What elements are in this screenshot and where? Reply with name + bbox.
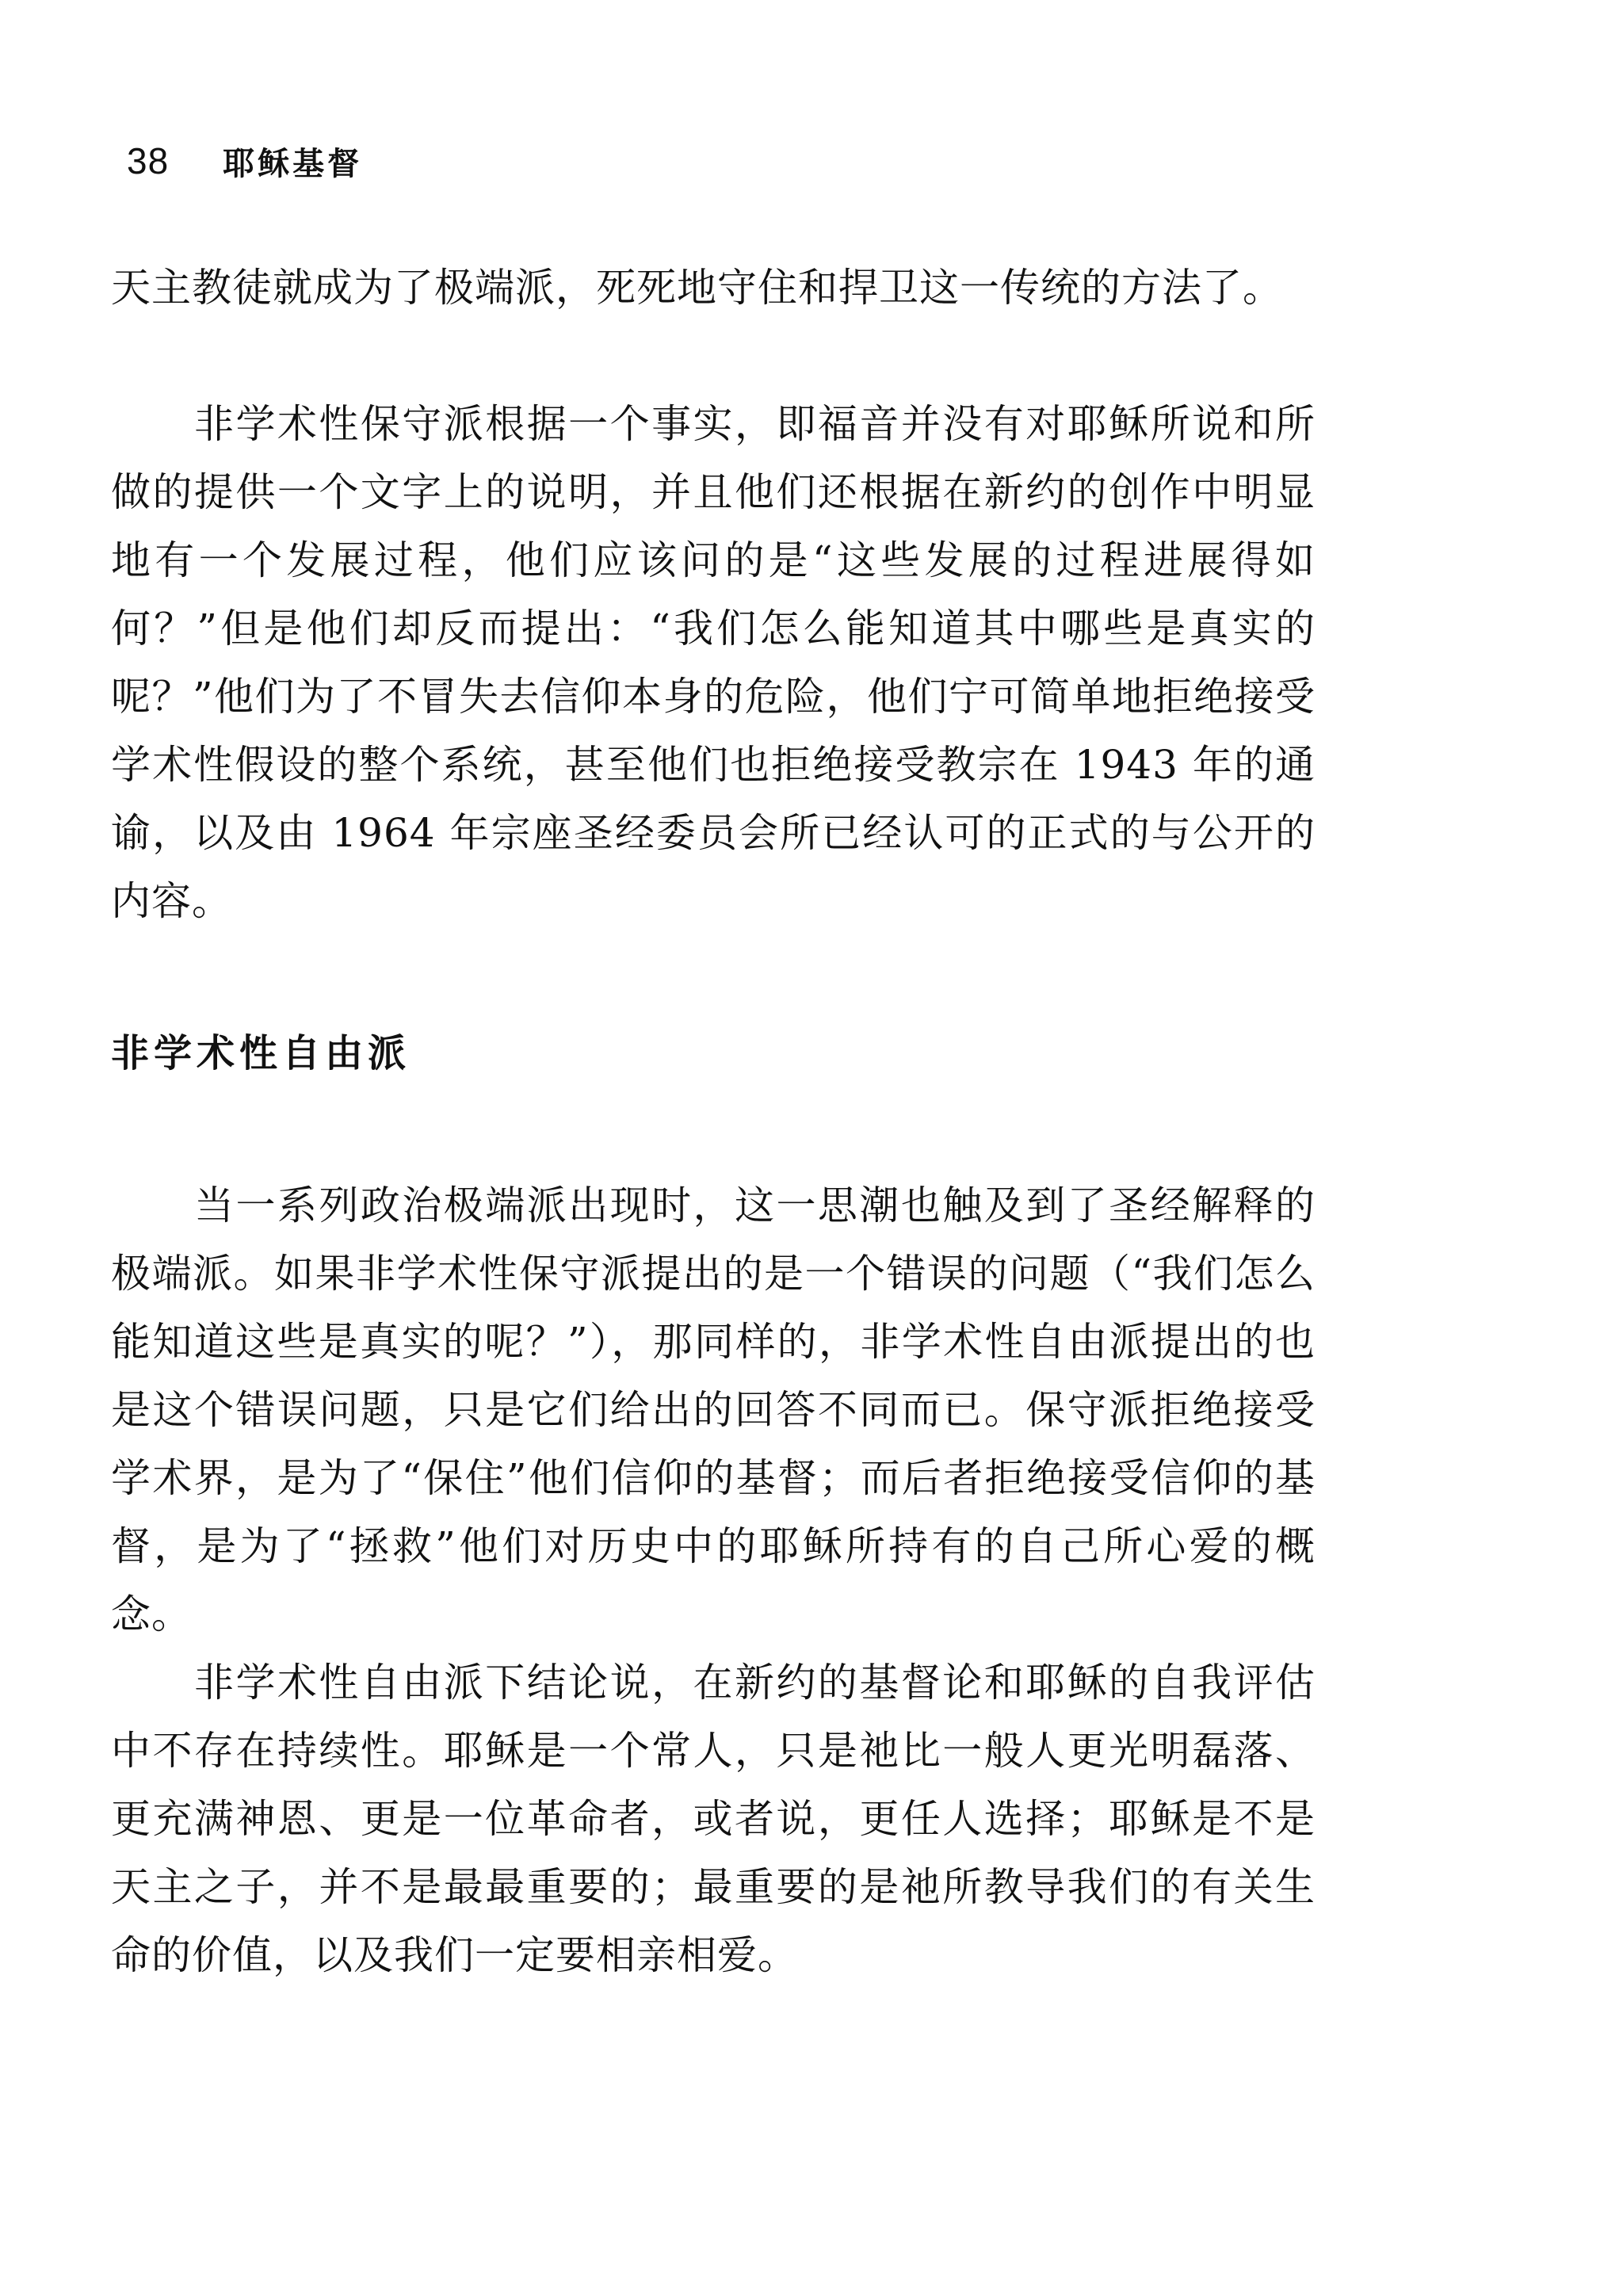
page-number: 38 xyxy=(127,140,170,181)
paragraph-continuation: 天主教徒就成为了极端派，死死地守住和捍卫这一传统的方法了。 xyxy=(111,265,1283,311)
running-header xyxy=(127,133,362,189)
paragraph-liberal-intro: 当一系列政治极端派出现时，这一思潮也触及到了圣经解释的极端派。如果非学术性保守派提出的是一个错误的问题（“我们怎么能知道这些是真实的呢？”），那同样的，非学术性自由派提出的也是这个错误问题，只是它们给出的回答不同而已。保守派拒绝接受学术界，是为了“保住”他们信仰的基督；而后者拒绝接受信仰的基督，是为了“拯救”他们对历史中的耶稣所持有的自己所心爱的概念。 xyxy=(111,1182,1316,1637)
paragraph-liberal-conclusion: 非学术性自由派下结论说，在新约的基督论和耶稣的自我评估中不存在持续性。耶稣是一个常人，只是祂比一般人更光明磊落、更充满神恩、更是一位革命者，或者说，更任人选择；耶稣是不是天主之子，并不是最最重要的；最重要的是祂所教导我们的有关生命的价值，以及我们一定要相亲相爱。 xyxy=(111,1660,1316,1978)
running-title: 耶稣基督 xyxy=(223,145,363,182)
section-heading: 非学术性自由派 xyxy=(111,1031,411,1075)
paragraph-conservative: 非学术性保守派根据一个事实，即福音并没有对耶稣所说和所做的提供一个文字上的说明，并且他们还根据在新约的创作中明显地有一个发展过程，他们应该问的是“这些发展的过程进展得如何？”但是他们却反而提出：“我们怎么能知道其中哪些是真实的呢？”他们为了不冒失去信仰本身的危险，他们宁可简单地拒绝接受学术性假设的整个系统，甚至他们也拒绝接受教宗在 1943 年的通谕，以及由 1964 年宗座圣经委员会所已经认可的正式的与公开的内容。 xyxy=(111,401,1316,924)
